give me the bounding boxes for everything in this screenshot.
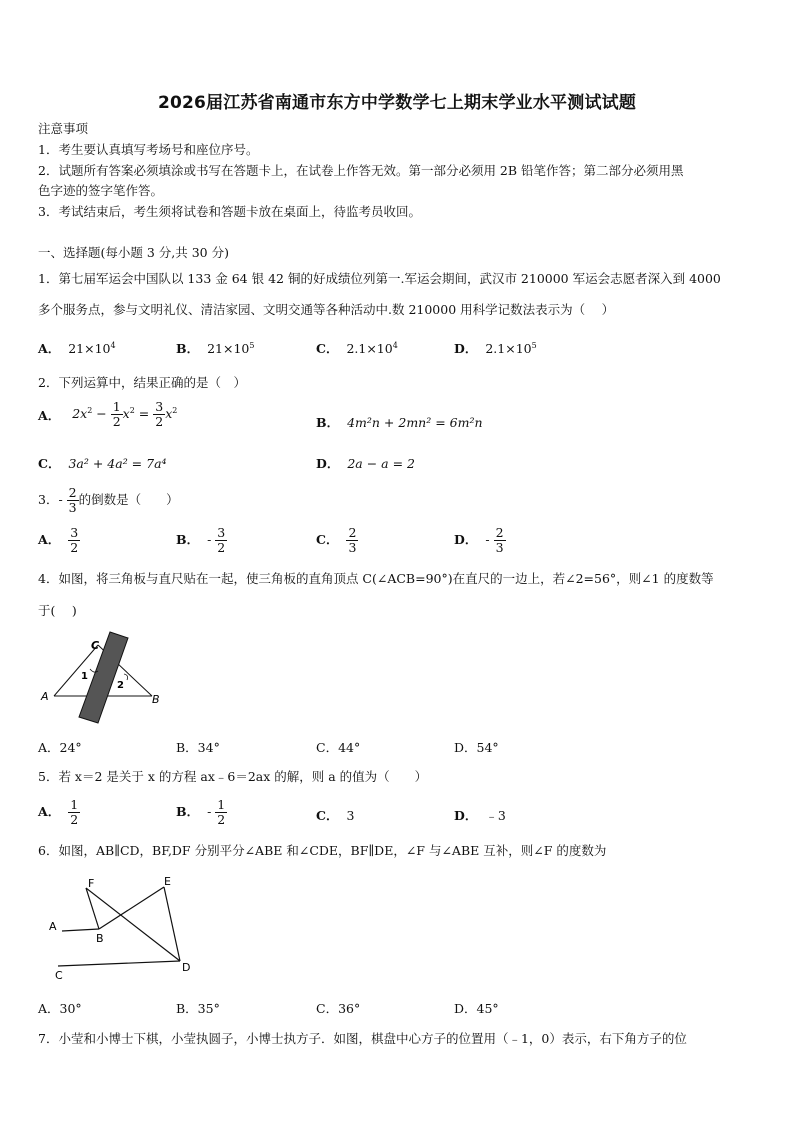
q4-option-d[interactable]: D．54° — [454, 740, 499, 755]
q6-option-b[interactable]: B．35° — [176, 1001, 220, 1016]
q6-line-cd — [58, 961, 180, 966]
q4-label-b: B — [152, 693, 160, 706]
q1-stem-line2: 多个服务点，参与文明礼仪、清洁家园、文明交通等各种活动中.数 210000 用科学记数法表示为（ ） — [38, 302, 615, 317]
q4-option-c[interactable]: C．44° — [316, 740, 361, 755]
q5-stem: 5．若 x＝2 是关于 x 的方程 ax﹣6＝2ax 的解，则 a 的值为（ ） — [38, 769, 428, 784]
q4-option-a[interactable]: A．24° — [38, 740, 82, 755]
q6-label-d: D — [182, 961, 191, 974]
q2-option-d[interactable]: D． 2a − a = 2 — [316, 456, 415, 471]
q4-label-angle1: 1 — [81, 671, 88, 682]
q1-stem-line1: 1．第七届军运会中国队以 133 金 64 银 42 铜的好成绩位列第一.军运会期间，武汉市 210000 军运会志愿者深入到 4000 — [38, 271, 721, 286]
q4-stem-line2: 于( ) — [38, 603, 77, 618]
q2-stem: 2．下列运算中，结果正确的是（ ） — [38, 375, 246, 390]
q1-option-b[interactable]: B． $21\times 10^5$ — [176, 340, 255, 356]
q1-option-a[interactable]: A． $21\times 10^4$ — [38, 340, 116, 356]
q6-label-c: C — [55, 969, 63, 982]
q6-option-d[interactable]: D．45° — [454, 1001, 499, 1016]
q5-option-d[interactable]: D． ﹣3 — [454, 808, 506, 823]
q6-option-c[interactable]: C．36° — [316, 1001, 361, 1016]
notice-item-1: 1．考生要认真填写考场号和座位序号。 — [38, 142, 259, 157]
q6-label-a: A — [49, 920, 57, 933]
q3-option-c[interactable]: C． $\frac{2}{3}$ — [316, 525, 357, 555]
q3-stem: 3．- $\frac{2}{3}$ 的倒数是（ ） — [38, 485, 179, 515]
notice-item-3: 3．考试结束后，考生须将试卷和答题卡放在桌面上，待监考员收回。 — [38, 204, 421, 219]
notice-item-2-cont: 色字迹的签字笔作答。 — [38, 183, 164, 198]
q6-line-bf — [86, 888, 99, 929]
q4-label-a: A — [41, 690, 49, 703]
q3-option-b[interactable]: B． - $\frac{3}{2}$ — [176, 525, 226, 555]
notice-heading: 注意事项 — [38, 121, 89, 136]
q5-option-a[interactable]: A． $\frac{1}{2}$ — [38, 797, 79, 827]
q2-option-a[interactable]: A． $2x^2$ − $\frac{1}{2}$ $x^2$ = $\frac{3}{2}$ $x^2$ — [38, 399, 178, 429]
q3-option-d[interactable]: D． - $\frac{2}{3}$ — [454, 525, 504, 555]
q4-option-b[interactable]: B．34° — [176, 740, 220, 755]
q6-label-f: F — [88, 877, 95, 890]
notice-item-2: 2．试题所有答案必须填涂或书写在答题卡上，在试卷上作答无效。第一部分必须用 2B 铅笔作答；第二部分必须用黑 — [38, 163, 684, 178]
q6-option-a[interactable]: A．30° — [38, 1001, 82, 1016]
q1-option-c[interactable]: C． $2.1\times 10^4$ — [316, 340, 398, 356]
q5-option-b[interactable]: B． - $\frac{1}{2}$ — [176, 797, 226, 827]
q6-label-e: E — [164, 875, 171, 888]
q4-stem-line1: 4．如图，将三角板与直尺贴在一起，使三角板的直角顶点 C(∠ACB=90°)在直尺的一边上，若∠2=56°，则∠1 的度数等 — [38, 571, 714, 586]
q6-label-b: B — [96, 932, 104, 945]
q4-label-c: C — [91, 639, 100, 652]
q1-option-d[interactable]: D． $2.1\times 10^5$ — [454, 340, 537, 356]
q7-stem-line1: 7．小莹和小博士下棋，小莹执圆子，小博士执方子．如图，棋盘中心方子的位置用（﹣1，0）表示，右下角方子的位 — [38, 1031, 687, 1046]
q5-option-c[interactable]: C． 3 — [316, 808, 355, 823]
q6-line-ab — [62, 929, 99, 931]
q3-option-a[interactable]: A． $\frac{3}{2}$ — [38, 525, 79, 555]
page-title: 2026届江苏省南通市东方中学数学七上期末学业水平测试试题 — [157, 93, 637, 113]
q2-option-c[interactable]: C． 3a² + 4a² = 7a⁴ — [38, 456, 167, 471]
q6-stem: 6．如图，AB∥CD，BF,DF 分别平分∠ABE 和∠CDE，BF∥DE，∠F 与∠ABE 互补，则∠F 的度数为 — [38, 843, 607, 858]
q6-figure — [44, 870, 204, 986]
q4-angle-2-arc — [124, 674, 128, 680]
section-heading: 一、选择题(每小题 3 分,共 30 分) — [38, 245, 229, 260]
q6-line-fd — [86, 888, 180, 961]
q2-option-b[interactable]: B． 4m²n + 2mn² = 6m²n — [316, 415, 483, 430]
q4-figure — [36, 630, 176, 726]
q4-label-angle2: 2 — [117, 680, 124, 691]
